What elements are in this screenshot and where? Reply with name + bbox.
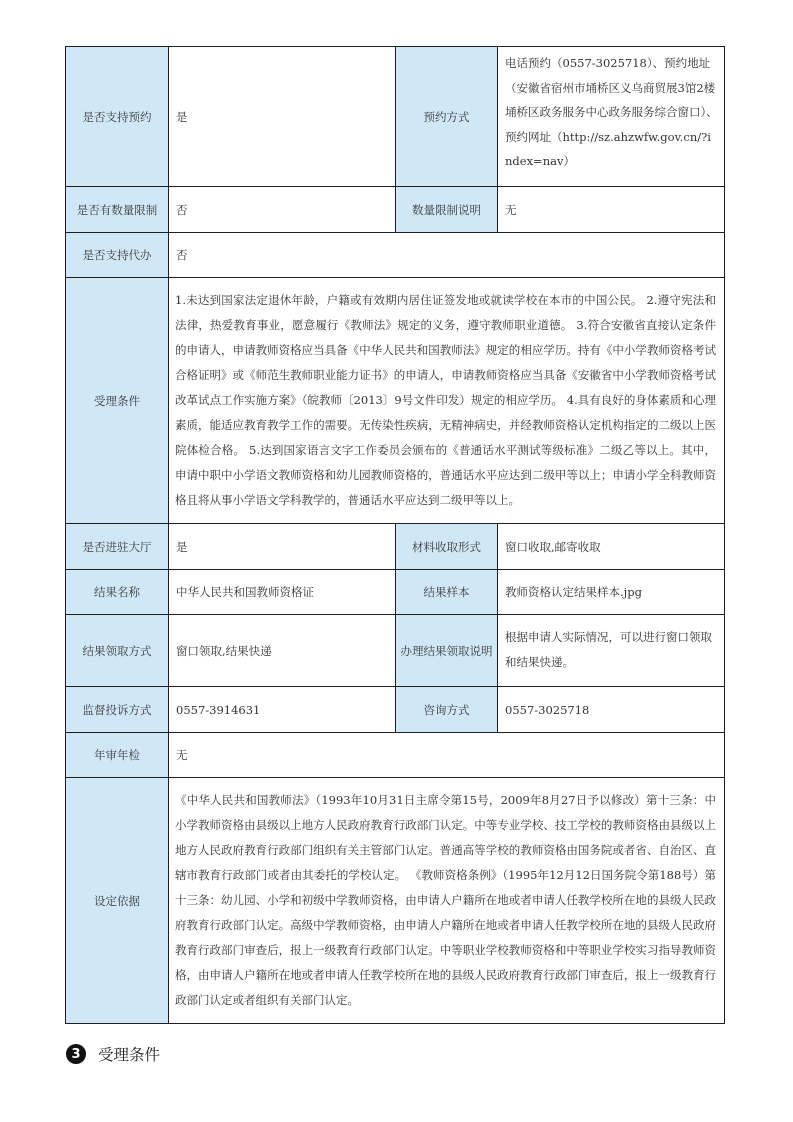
- material-form-label: 材料收取形式: [396, 524, 498, 570]
- section-number-badge: 3: [66, 1044, 86, 1064]
- row-conditions: [66, 278, 725, 524]
- service-info-table: [65, 46, 725, 1024]
- quantity-desc-value: 无: [498, 187, 725, 233]
- result-sample-label: 结果样本: [396, 570, 498, 615]
- basis-label: 设定依据: [66, 778, 169, 1024]
- pickup-value: 窗口领取,结果快递: [169, 615, 396, 687]
- result-name-label: 结果名称: [66, 570, 169, 615]
- result-name-value: 中华人民共和国教师资格证: [169, 570, 396, 615]
- consult-label: 咨询方式: [396, 687, 498, 733]
- section-heading: [66, 1043, 160, 1065]
- appointment-method-label: 预约方式: [396, 47, 498, 187]
- basis-value: 《中华人民共和国教师法》（1993年10月31日主席令第15号，2009年8月27日予以修改）第十三条：中小学教师资格由县级以上地方人民政府教育行政部门认定。中等专业学校、技工学校的教师资格由县级以上地方人民政府教育行政部门组织有关主管部门认定。普通高等学校的教师资格由国务院或者省、自治区、直辖市教育行政部门或者由其委托的学校认定。 《教师资格条例》（1995年12月12日国务院令第188号）第十三条：幼儿园、小学和初级中学教师资格，由申请人户籍所在地或者申请人任教学校所在地的县级人民政府教育行政部门认定。高级中学教师资格，由申请人户籍所在地或者申请人任教学校所在地的县级人民政府教育行政部门审查后，报上一级教育行政部门认定。中等职业学校教师资格和中等职业学校实习指导教师资格，由申请人户籍所在地或者申请人任教学校所在地的县级人民政府教育行政部门审查后，报上一级教育行政部门认定或者组织有关部门认定。: [169, 778, 725, 1024]
- proxy-value: 否: [169, 233, 725, 278]
- row-proxy: [66, 233, 725, 278]
- pickup-label: 结果领取方式: [66, 615, 169, 687]
- conditions-value: 1.未达到国家法定退休年龄，户籍或有效期内居住证签发地或就读学校在本市的中国公民。 2.遵守宪法和法律，热爱教育事业，愿意履行《教师法》规定的义务，遵守教师职业道德。 3.符合安徽省直接认定条件的申请人，申请教师资格应当具备《中华人民共和国教师法》规定的相应学历。持有《中小学教师资格考试合格证明》或《师范生教师职业能力证书》的申请人，申请教师资格应当具备《安徽省中小学教师资格考试改革试点工作实施方案》（皖教师〔2013〕9号文件印发）规定的相应学历。 4.具有良好的身体素质和心理素质，能适应教育教学工作的需要。无传染性疾病，无精神病史，并经教师资格认定机构指定的二级以上医院体检合格。 5.达到国家语言文字工作委员会颁布的《普通话水平测试等级标准》二级乙等以上。其中，申请中职中小学语文教师资格和幼儿园教师资格的，普通话水平应达到二级甲等以上；申请小学全科教师资格且将从事小学语文学科教学的，普通话水平应达到二级甲等以上。: [169, 278, 725, 524]
- supervision-value: 0557-3914631: [169, 687, 396, 733]
- material-form-value: 窗口收取,邮寄收取: [498, 524, 725, 570]
- row-quantity: [66, 187, 725, 233]
- quantity-value: 否: [169, 187, 396, 233]
- row-pickup: [66, 615, 725, 687]
- row-hall: [66, 524, 725, 570]
- proxy-label: 是否支持代办: [66, 233, 169, 278]
- quantity-label: 是否有数量限制: [66, 187, 169, 233]
- row-annual: [66, 733, 725, 778]
- row-supervision: [66, 687, 725, 733]
- conditions-label: 受理条件: [66, 278, 169, 524]
- consult-value: 0557-3025718: [498, 687, 725, 733]
- quantity-desc-label: 数量限制说明: [396, 187, 498, 233]
- supervision-label: 监督投诉方式: [66, 687, 169, 733]
- appointment-value: 是: [169, 47, 396, 187]
- annual-label: 年审年检: [66, 733, 169, 778]
- pickup-desc-value: 根据申请人实际情况，可以进行窗口领取和结果快递。: [498, 615, 725, 687]
- hall-label: 是否进驻大厅: [66, 524, 169, 570]
- annual-value: 无: [169, 733, 725, 778]
- row-result: [66, 570, 725, 615]
- section-title: 受理条件: [98, 1046, 161, 1064]
- row-appointment: [66, 47, 725, 187]
- hall-value: 是: [169, 524, 396, 570]
- result-sample-value: 教师资格认定结果样本.jpg: [498, 570, 725, 615]
- row-basis: [66, 778, 725, 1024]
- pickup-desc-label: 办理结果领取说明: [396, 615, 498, 687]
- appointment-method-value: 电话预约（0557-3025718）、预约地址（安徽省宿州市埇桥区义乌商贸展3馆2楼埇桥区政务服务中心政务服务综合窗口）、预约网址（http://sz.ahzwfw.gov.cn/?index=nav）: [498, 47, 725, 187]
- appointment-label: 是否支持预约: [66, 47, 169, 187]
